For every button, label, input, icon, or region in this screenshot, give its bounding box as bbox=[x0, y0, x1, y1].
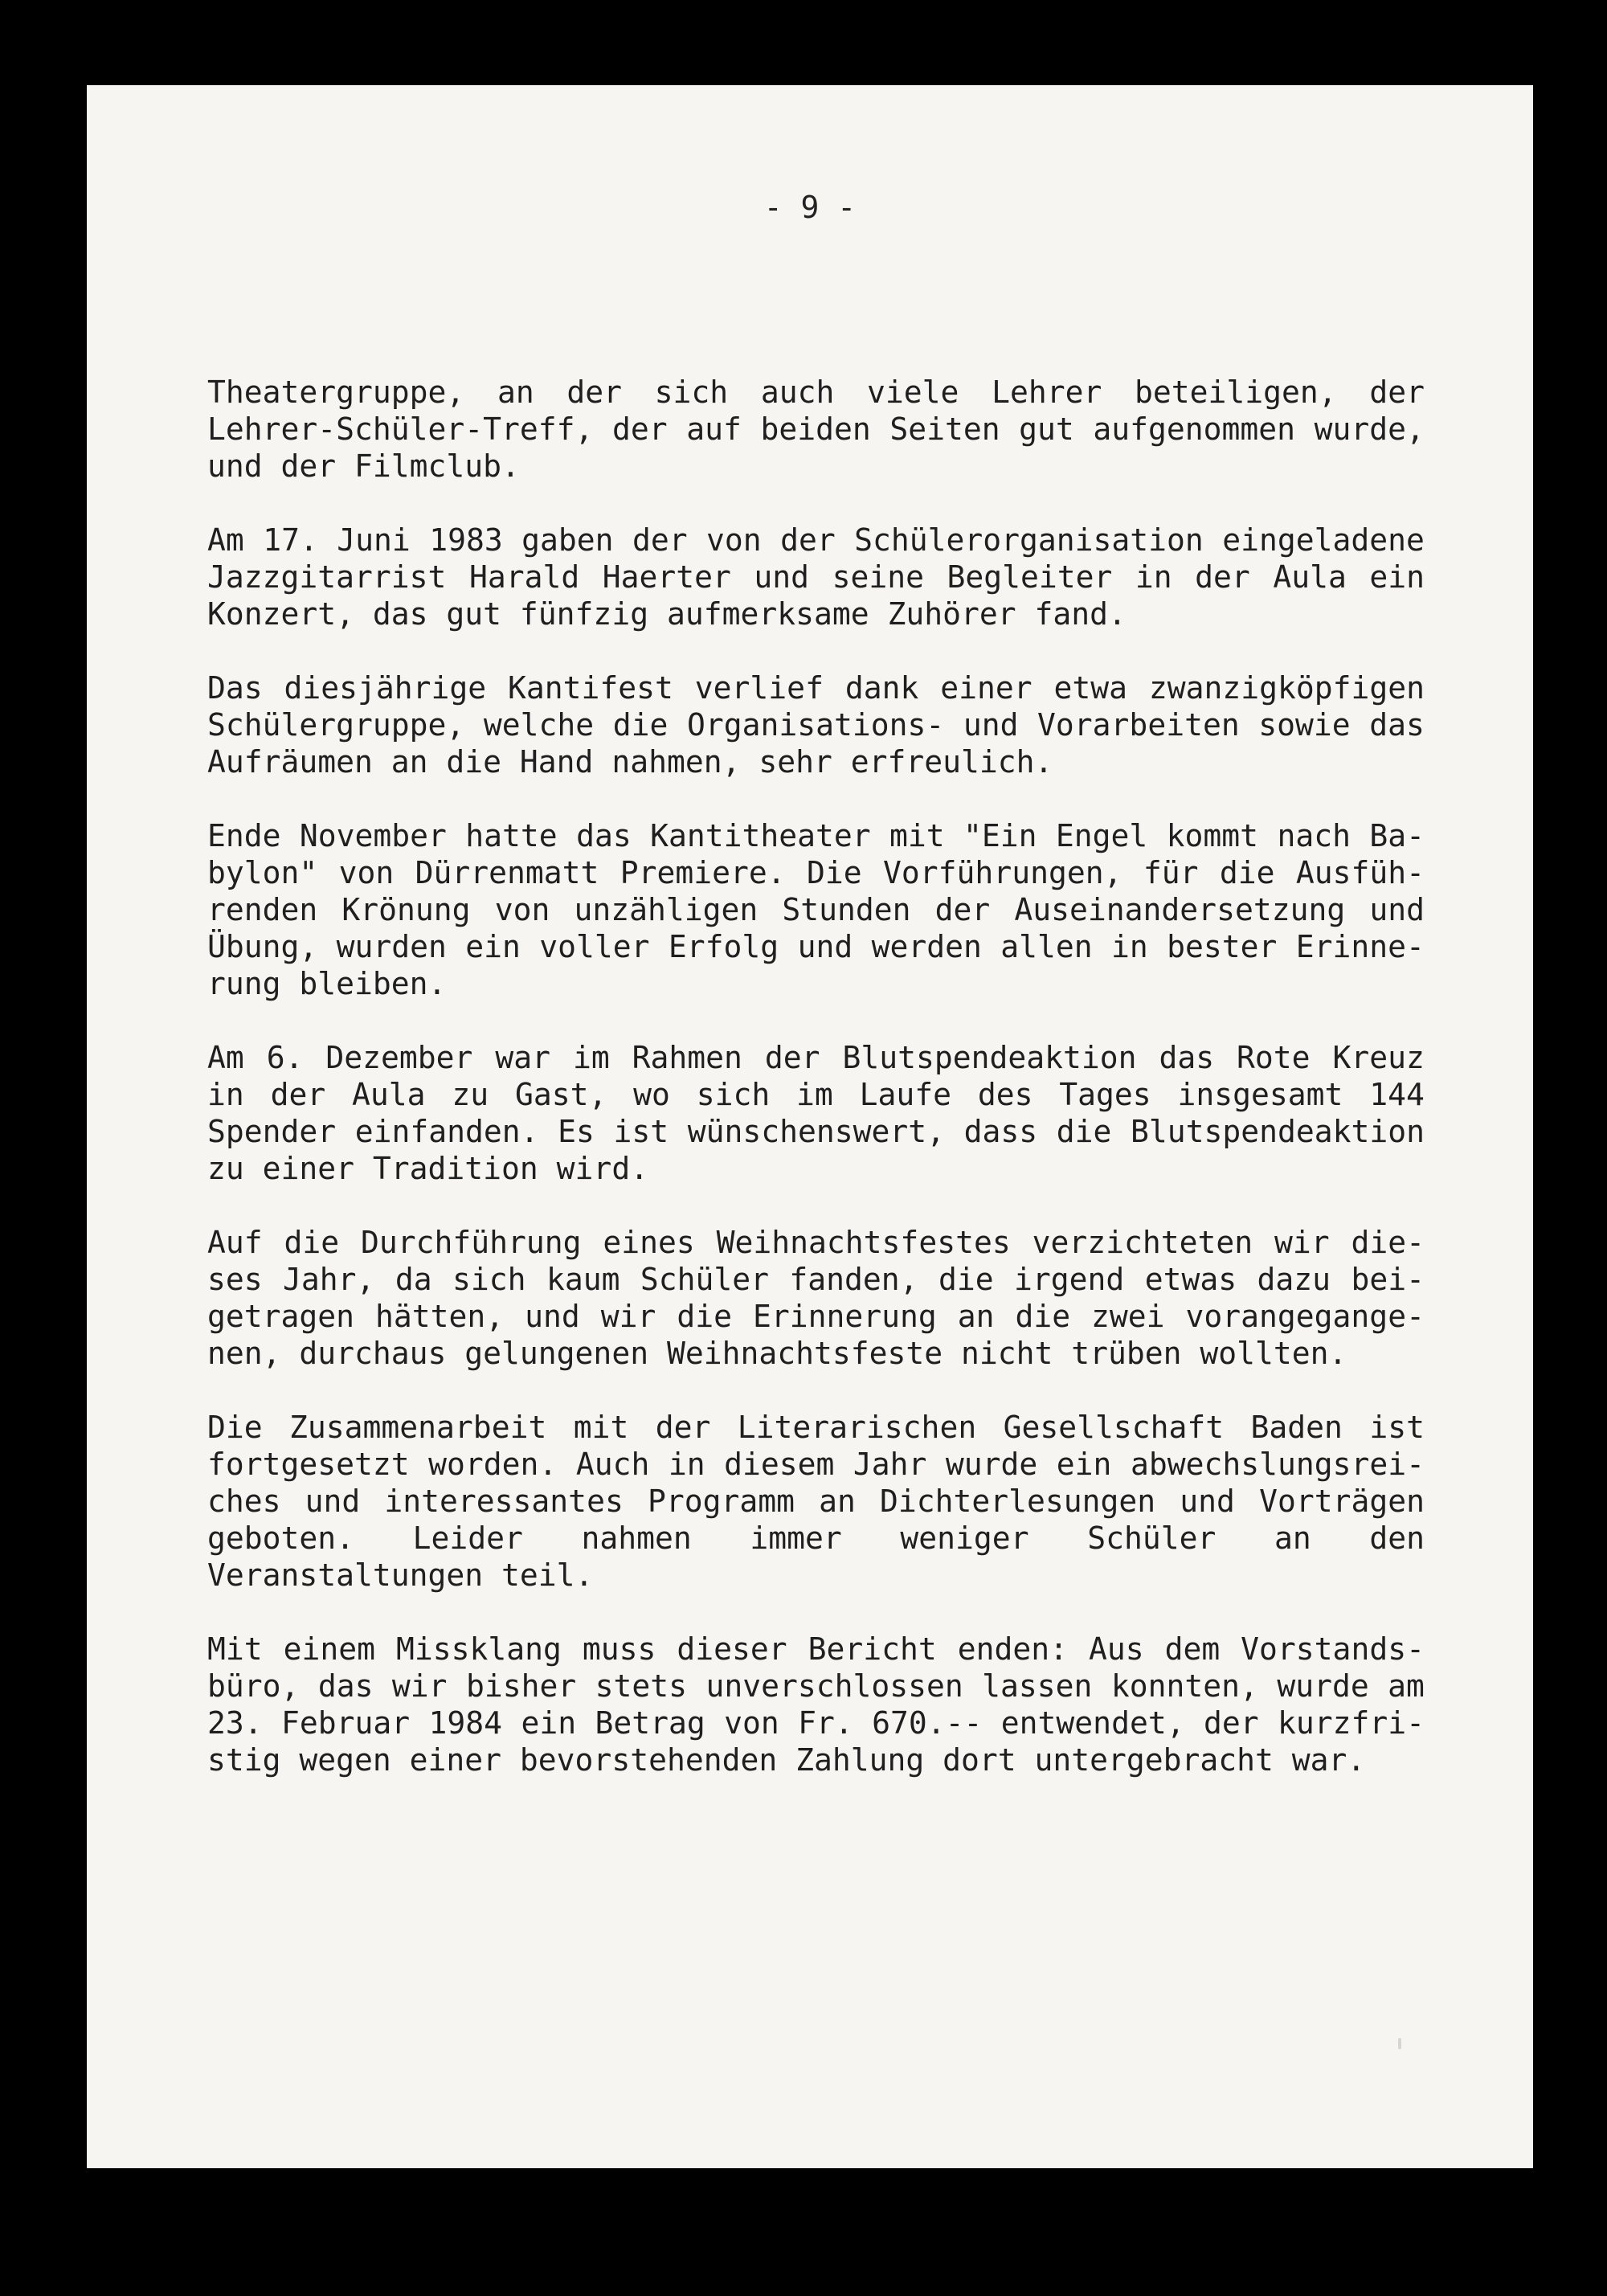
paragraph bbox=[207, 669, 1425, 780]
paragraph bbox=[207, 1224, 1425, 1372]
text-line: Ende November hatte das Kantitheater mit "Ein Engel kommt nach Ba- bbox=[207, 818, 1425, 853]
paragraph bbox=[207, 1409, 1425, 1594]
document-body bbox=[207, 374, 1425, 1815]
paragraph bbox=[207, 374, 1425, 485]
page-number: - 9 - bbox=[763, 190, 857, 225]
text-line: zu einer Tradition wird. bbox=[207, 1151, 649, 1186]
scan-speck bbox=[1398, 2038, 1401, 2049]
text-line: nen, durchaus gelungenen Weihnachtsfeste nicht trüben wollten. bbox=[207, 1336, 1347, 1371]
text-line: büro, das wir bisher stets unverschlossen lassen konnten, wurde am bbox=[207, 1668, 1425, 1704]
text-line: fortgesetzt worden. Auch in diesem Jahr wurde ein abwechslungsrei- bbox=[207, 1447, 1425, 1482]
text-line: Übung, wurden ein voller Erfolg und werden allen in bester Erinne- bbox=[207, 929, 1425, 964]
text-line: Das diesjährige Kantifest verlief dank einer etwa zwanzigköpfigen bbox=[207, 670, 1425, 706]
text-line: 23. Februar 1984 ein Betrag von Fr. 670.-- entwendet, der kurzfri- bbox=[207, 1705, 1425, 1741]
text-line: Konzert, das gut fünfzig aufmerksame Zuhörer fand. bbox=[207, 596, 1127, 632]
document-page bbox=[87, 85, 1533, 2168]
text-line: Theatergruppe, an der sich auch viele Lehrer beteiligen, der bbox=[207, 374, 1425, 410]
text-line: ches und interessantes Programm an Dichterlesungen und Vorträgen bbox=[207, 1484, 1425, 1519]
paragraph bbox=[207, 1039, 1425, 1187]
text-line: Auf die Durchführung eines Weihnachtsfestes verzichteten wir die- bbox=[207, 1225, 1425, 1260]
text-line: Am 6. Dezember war im Rahmen der Blutspendeaktion das Rote Kreuz bbox=[207, 1040, 1425, 1075]
text-line: Schülergruppe, welche die Organisations- und Vorarbeiten sowie das bbox=[207, 707, 1425, 743]
text-line: Aufräumen an die Hand nahmen, sehr erfreulich. bbox=[207, 744, 1053, 780]
paragraph bbox=[207, 817, 1425, 1002]
text-line: bylon" von Dürrenmatt Premiere. Die Vorführungen, für die Ausfüh- bbox=[207, 855, 1425, 890]
text-line: Jazzgitarrist Harald Haerter und seine Begleiter in der Aula ein bbox=[207, 559, 1425, 595]
text-line: stig wegen einer bevorstehenden Zahlung dort untergebracht war. bbox=[207, 1742, 1366, 1778]
paragraph bbox=[207, 522, 1425, 632]
text-line: geboten. Leider nahmen immer weniger Schüler an den bbox=[207, 1520, 1425, 1556]
text-line: ses Jahr, da sich kaum Schüler fanden, die irgend etwas dazu bei- bbox=[207, 1262, 1425, 1297]
text-line: rung bleiben. bbox=[207, 966, 447, 1001]
text-line: renden Krönung von unzähligen Stunden der Auseinandersetzung und bbox=[207, 892, 1425, 927]
text-line: Mit einem Missklang muss dieser Bericht enden: Aus dem Vorstands- bbox=[207, 1631, 1425, 1667]
paragraph bbox=[207, 1631, 1425, 1778]
text-line: Spender einfanden. Es ist wünschenswert, dass die Blutspendeaktion bbox=[207, 1114, 1425, 1149]
text-line: Lehrer-Schüler-Treff, der auf beiden Seiten gut aufgenommen wurde, bbox=[207, 411, 1425, 447]
text-line: Am 17. Juni 1983 gaben der von der Schülerorganisation eingeladene bbox=[207, 522, 1425, 558]
text-line: getragen hätten, und wir die Erinnerung an die zwei vorangegange- bbox=[207, 1299, 1425, 1334]
text-line: Die Zusammenarbeit mit der Literarischen Gesellschaft Baden ist bbox=[207, 1410, 1425, 1445]
text-line: in der Aula zu Gast, wo sich im Laufe des Tages insgesamt 144 bbox=[207, 1077, 1425, 1112]
text-line: und der Filmclub. bbox=[207, 448, 520, 484]
text-line: Veranstaltungen teil. bbox=[207, 1557, 594, 1593]
